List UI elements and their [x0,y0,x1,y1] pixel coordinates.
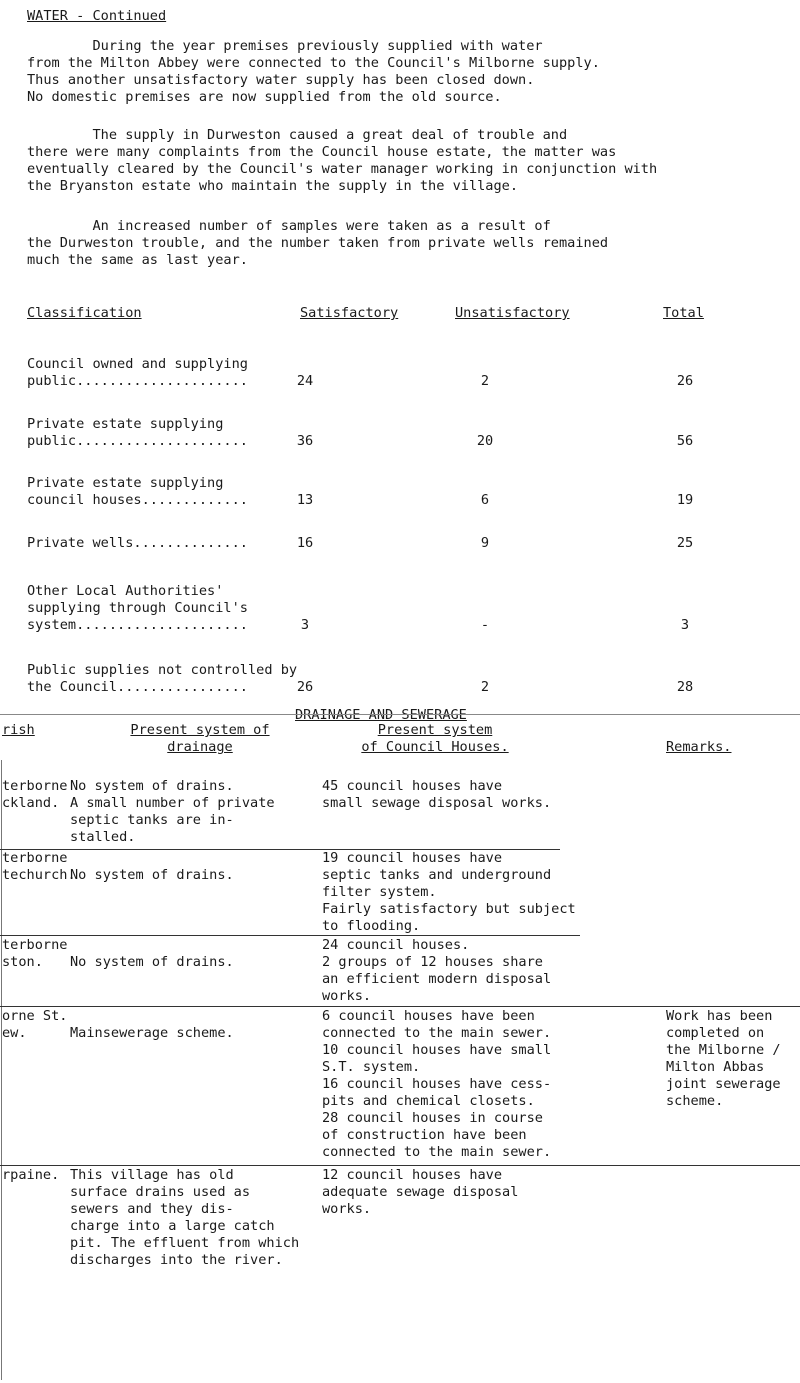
value-total: 25 [676,535,694,551]
row-label: Other Local Authorities' supplying through Council's system..................... [27,583,248,633]
council-system: 24 council houses. 2 groups of 12 houses share an efficient modern disposal works. [322,937,552,1004]
row-label: Council owned and supplying public..................... [27,356,248,389]
value-total: 3 [680,617,690,633]
header-council-houses: Present system of Council Houses. [361,722,509,755]
section-divider [0,714,800,715]
value-satisfactory: 26 [296,679,314,695]
row-divider [0,1006,800,1007]
row-label: Public supplies not controlled by the Council................ [27,662,298,695]
drainage-system: Mainsewerage scheme. [70,1025,234,1041]
header-classification: Classification [27,305,142,321]
drainage-system: No system of drains. [70,954,234,970]
council-system: 12 council houses have adequate sewage disposal works. [322,1167,519,1217]
row-label: Private estate supplying council houses............. [27,475,248,508]
value-unsatisfactory: - [480,617,490,633]
drainage-system: No system of drains. [70,867,234,883]
paragraph-durweston-supply: The supply in Durweston caused a great deal of trouble and there were many complaints from the Council house estate, the matter was eventually cleared by the Council's water manager working in conjunction with the Bryanston estate who maintain the supply in the village. [27,127,658,194]
drainage-title: DRAINAGE AND SEWERAGE [295,707,467,723]
parish-name: terborne techurch. [2,850,76,883]
header-total: Total [663,305,704,321]
value-satisfactory: 36 [296,433,314,449]
drainage-system: This village has old surface drains used as sewers and they dis- charge into a large catch pit. The effluent from which discharges into the river. [70,1167,300,1268]
row-divider [0,935,580,936]
value-satisfactory: 24 [296,373,314,389]
value-unsatisfactory: 9 [480,535,490,551]
value-unsatisfactory: 2 [480,679,490,695]
value-satisfactory: 13 [296,492,314,508]
council-system: 45 council houses have small sewage disposal works. [322,778,552,811]
row-divider [0,1165,800,1166]
header-unsatisfactory: Unsatisfactory [455,305,570,321]
header-remarks: Remarks. [666,739,732,755]
remarks: Work has been completed on the Milborne / Milton Abbas joint sewerage scheme. [666,1008,781,1109]
page-heading: WATER - Continued [27,8,167,24]
parish-name: terborne ston. [2,937,68,970]
parish-name: orne St. ew. [2,1008,68,1041]
header-present-drainage: Present system of drainage [130,722,270,755]
value-total: 26 [676,373,694,389]
paragraph-samples: An increased number of samples were taken as a result of the Durweston trouble, and the number taken from private wells remained much the same as last year. [27,218,609,268]
header-satisfactory: Satisfactory [300,305,399,321]
value-total: 28 [676,679,694,695]
drainage-system: No system of drains. A small number of private septic tanks are in- stalled. [70,778,275,845]
council-system: 19 council houses have septic tanks and underground filter system. Fairly satisfactory but subject to flooding. [322,850,576,934]
value-unsatisfactory: 20 [476,433,494,449]
paragraph-milton-abbey: During the year premises previously supplied with water from the Milton Abbey were connected to the Council's Milborne supply. Thus another unsatisfactory water supply has been closed down. No domestic premises are now supplied from the old source. [27,38,600,105]
value-satisfactory: 3 [300,617,310,633]
parish-name: terborne ckland. [2,778,68,811]
value-total: 56 [676,433,694,449]
row-label: Private wells.............. [27,535,248,551]
value-unsatisfactory: 6 [480,492,490,508]
council-system: 6 council houses have been connected to the main sewer. 10 council houses have small S.T. system. 16 council houses have cess- pits and chemical closets. 28 council houses in course of construction have been connected to the main sewer. [322,1008,552,1160]
value-unsatisfactory: 2 [480,373,490,389]
value-satisfactory: 16 [296,535,314,551]
header-parish: rish [2,722,35,738]
parish-name: rpaine. [2,1167,60,1183]
value-total: 19 [676,492,694,508]
row-label: Private estate supplying public..................... [27,416,248,449]
